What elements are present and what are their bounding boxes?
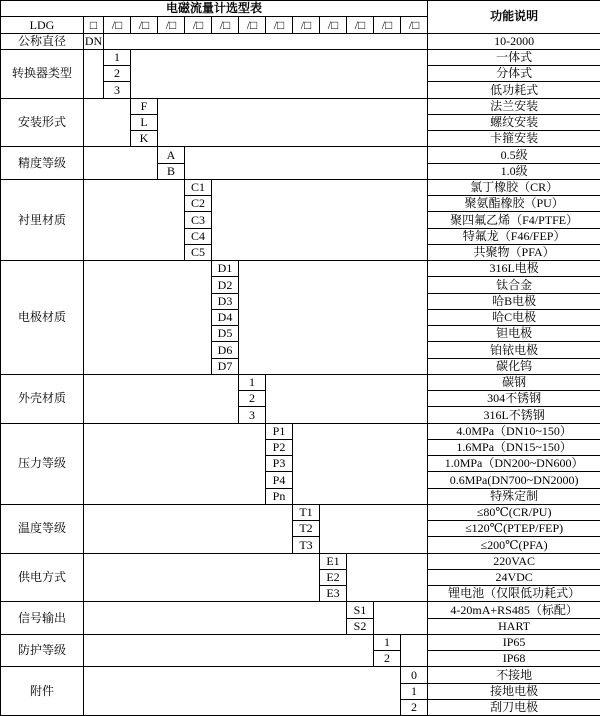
- desc-cell: 4.0MPa（DN10~150）: [428, 423, 600, 439]
- code-cell: 2: [239, 391, 266, 407]
- spacer-cell: [239, 261, 428, 375]
- spacer-cell: [266, 374, 428, 423]
- desc-cell: 螺纹安装: [428, 114, 600, 130]
- spacer-cell: [84, 261, 212, 375]
- spacer-cell: [320, 504, 428, 553]
- desc-cell: 1.6MPa（DN15~150）: [428, 439, 600, 455]
- desc-cell: 碳钢: [428, 374, 600, 390]
- spacer-cell: [84, 49, 104, 98]
- code-cell: T1: [293, 504, 320, 520]
- code-cell: C2: [185, 196, 212, 212]
- desc-cell: 聚氨酯橡胶（PU）: [428, 196, 600, 212]
- code-cell: D5: [212, 326, 239, 342]
- model-slot-cell: /□: [374, 17, 401, 33]
- code-cell: B: [158, 163, 185, 179]
- code-cell: P1: [266, 423, 293, 439]
- code-cell: 2: [104, 66, 131, 82]
- group-label: 压力等级: [1, 423, 84, 504]
- model-slot-cell: /□: [347, 17, 374, 33]
- model-slot-cell: /□: [158, 17, 185, 33]
- code-cell: 3: [239, 407, 266, 423]
- spacer-cell: [84, 553, 320, 602]
- function-description-header: 功能说明: [428, 1, 600, 34]
- spacer-cell: [84, 634, 374, 667]
- desc-cell: 接地电极: [428, 683, 600, 699]
- table-title: 电磁流量计选型表: [1, 1, 428, 17]
- code-cell: 1: [239, 374, 266, 390]
- code-cell: D7: [212, 358, 239, 374]
- desc-cell: IP65: [428, 634, 600, 650]
- code-cell: S1: [347, 602, 374, 618]
- code-cell: Pn: [266, 488, 293, 504]
- spacer-cell: [84, 98, 131, 147]
- group-label: 转换器类型: [1, 49, 84, 98]
- desc-cell: 4-20mA+RS485（标配）: [428, 602, 600, 618]
- desc-cell: ≤80℃(CR/PU): [428, 504, 600, 520]
- spacer-cell: [212, 179, 428, 260]
- group-label: 公称直径: [1, 33, 84, 49]
- code-cell: C1: [185, 179, 212, 195]
- spacer-cell: [84, 147, 158, 180]
- code-cell: 1: [374, 634, 401, 650]
- desc-cell: 钛合金: [428, 277, 600, 293]
- code-cell: 3: [104, 82, 131, 98]
- model-slot-cell: /□: [320, 17, 347, 33]
- code-cell: P3: [266, 456, 293, 472]
- group-label: 防护等级: [1, 634, 84, 667]
- model-slot-cell: /□: [104, 17, 131, 33]
- code-cell: E2: [320, 569, 347, 585]
- model-slot-cell: /□: [266, 17, 293, 33]
- desc-cell: 0.5级: [428, 147, 600, 163]
- code-cell: 1: [401, 683, 428, 699]
- group-label: 电极材质: [1, 261, 84, 375]
- desc-cell: 哈B电极: [428, 293, 600, 309]
- desc-cell: 1.0MPa（DN200~DN600）: [428, 456, 600, 472]
- code-cell: D3: [212, 293, 239, 309]
- desc-cell: 碳化钨: [428, 358, 600, 374]
- model-box-cell: □: [84, 17, 104, 33]
- code-cell: F: [131, 98, 158, 114]
- desc-cell: 铂铱电极: [428, 342, 600, 358]
- desc-cell: ≤200℃(PFA): [428, 537, 600, 553]
- spacer-cell: [84, 423, 266, 504]
- spacer-cell: [374, 602, 428, 635]
- group-label: 安装形式: [1, 98, 84, 147]
- desc-cell: 24VDC: [428, 569, 600, 585]
- code-cell: 0: [401, 667, 428, 683]
- group-label: 信号输出: [1, 602, 84, 635]
- desc-cell: 卡箍安装: [428, 131, 600, 147]
- code-cell: D6: [212, 342, 239, 358]
- desc-cell: 304不锈钢: [428, 391, 600, 407]
- desc-cell: 锂电池（仅限低功耗式）: [428, 586, 600, 602]
- spacer-cell: [347, 553, 428, 602]
- desc-cell: 共聚物（PFA）: [428, 244, 600, 260]
- desc-cell: 一体式: [428, 49, 600, 65]
- desc-cell: 分体式: [428, 66, 600, 82]
- model-slot-cell: /□: [239, 17, 266, 33]
- spacer-cell: [131, 49, 428, 98]
- spacer-cell: [401, 634, 428, 667]
- group-label: 衬里材质: [1, 179, 84, 260]
- code-cell: L: [131, 114, 158, 130]
- desc-cell: 低功耗式: [428, 82, 600, 98]
- code-cell: P4: [266, 472, 293, 488]
- desc-cell: HART: [428, 618, 600, 634]
- code-cell: C3: [185, 212, 212, 228]
- code-cell: C5: [185, 244, 212, 260]
- desc-cell: 10-2000: [428, 33, 600, 49]
- desc-cell: 钽电极: [428, 326, 600, 342]
- code-cell: D4: [212, 309, 239, 325]
- code-cell: 2: [374, 651, 401, 667]
- desc-cell: 刮刀电极: [428, 699, 600, 715]
- code-cell: P2: [266, 439, 293, 455]
- group-label: 附件: [1, 667, 84, 716]
- spacer-cell: [185, 147, 428, 180]
- spacer-cell: [293, 423, 428, 504]
- desc-cell: 220VAC: [428, 553, 600, 569]
- group-label: 外壳材质: [1, 374, 84, 423]
- desc-cell: 法兰安装: [428, 98, 600, 114]
- code-cell: K: [131, 131, 158, 147]
- code-cell: E1: [320, 553, 347, 569]
- code-cell: C4: [185, 228, 212, 244]
- model-slot-cell: /□: [131, 17, 158, 33]
- desc-cell: 氯丁橡胶（CR）: [428, 179, 600, 195]
- group-label: 温度等级: [1, 504, 84, 553]
- desc-cell: 特氟龙（F46/FEP）: [428, 228, 600, 244]
- group-label: 精度等级: [1, 147, 84, 180]
- spacer-cell: [104, 33, 428, 49]
- spacer-cell: [84, 667, 401, 716]
- code-cell: D2: [212, 277, 239, 293]
- desc-cell: 不接地: [428, 667, 600, 683]
- code-cell: 2: [401, 699, 428, 715]
- group-label: 供电方式: [1, 553, 84, 602]
- code-cell: D1: [212, 261, 239, 277]
- desc-cell: 316L电极: [428, 261, 600, 277]
- model-slot-cell: /□: [293, 17, 320, 33]
- desc-cell: 特殊定制: [428, 488, 600, 504]
- desc-cell: 1.0级: [428, 163, 600, 179]
- code-cell: E3: [320, 586, 347, 602]
- spacer-cell: [84, 179, 185, 260]
- code-cell: T3: [293, 537, 320, 553]
- code-cell: S2: [347, 618, 374, 634]
- spacer-cell: [84, 504, 293, 553]
- model-slot-cell: /□: [401, 17, 428, 33]
- desc-cell: 0.6MPa(DN700~DN2000): [428, 472, 600, 488]
- spacer-cell: [84, 602, 347, 635]
- model-slot-cell: /□: [212, 17, 239, 33]
- desc-cell: ≤120℃(PTEP/FEP): [428, 521, 600, 537]
- model-code-label: LDG: [1, 17, 84, 33]
- desc-cell: IP68: [428, 651, 600, 667]
- desc-cell: 聚四氟乙烯（F4/PTFE）: [428, 212, 600, 228]
- desc-cell: 316L不锈钢: [428, 407, 600, 423]
- spacer-cell: [158, 98, 428, 147]
- model-slot-cell: /□: [185, 17, 212, 33]
- code-cell: DN: [84, 33, 103, 48]
- code-cell: 1: [104, 49, 131, 65]
- code-cell: T2: [293, 521, 320, 537]
- spacer-cell: [84, 374, 239, 423]
- code-cell: A: [158, 147, 185, 163]
- desc-cell: 哈C电极: [428, 309, 600, 325]
